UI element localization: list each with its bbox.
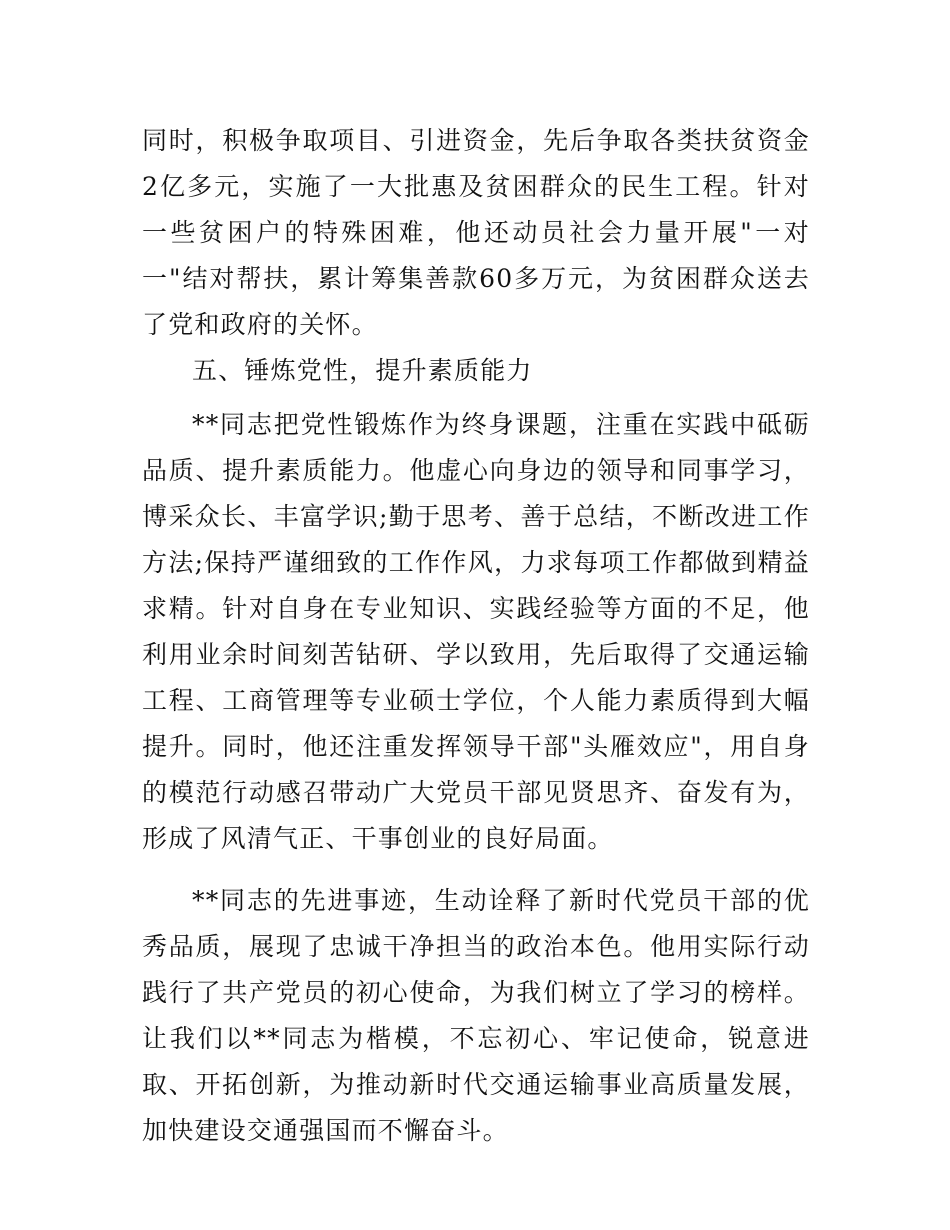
- section-heading: 五、锤炼党性，提升素质能力: [192, 356, 533, 385]
- paragraph-continuation: 同时，积极争取项目、引进资金，先后争取各类扶贫资金2亿多元，实施了一大批惠及贫困群众的民生工程。针对一些贫困户的特殊困难，他还动员社会力量开展"一对一"结对帮扶，累计筹集善款60多万元，为贫困群众送去了党和政府的关怀。: [142, 126, 810, 339]
- document-body: [142, 118, 810, 1154]
- paragraph-conclusion: **同志的先进事迹，生动诠释了新时代党员干部的优秀品质，展现了忠诚干净担当的政治本色。他用实际行动践行了共产党员的初心使命，为我们树立了学习的榜样。让我们以**同志为楷模，不忘初心、牢记使命，锐意进取、开拓创新，为推动新时代交通运输事业高质量发展，加快建设交通强国而不懈奋斗。: [142, 886, 810, 1145]
- paragraph-section-five: **同志把党性锻炼作为终身课题，注重在实践中砥砺品质、提升素质能力。他虚心向身边的领导和同事学习，博采众长、丰富学识;勤于思考、善于总结，不断改进工作方法;保持严谨细致的工作作风，力求每项工作都做到精益求精。针对自身在专业知识、实践经验等方面的不足，他利用业余时间刻苦钻研、学以致用，先后取得了交通运输工程、工商管理等专业硕士学位，个人能力素质得到大幅提升。同时，他还注重发挥领导干部"头雁效应"，用自身的模范行动感召带动广大党员干部见贤思齐、奋发有为，形成了风清气正、干事创业的良好局面。: [142, 410, 810, 853]
